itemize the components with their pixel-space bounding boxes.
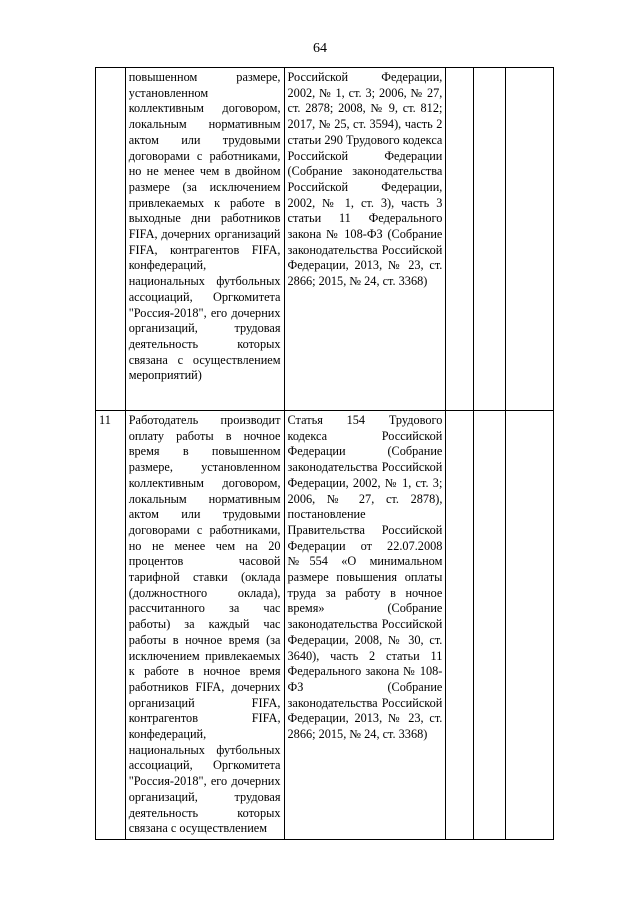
legal-basis: Статья 154 Трудового кодекса Российской Федерации (Собрание законодательства Российской Федерации, 2002, № 1, ст. 3; 2006, № 27, ст. 2878), постановление Правительства Российской Федерации от 22.07.2008 №554 «О минимальном размере повышения оплаты труда за работу в ночное время» (Собрание законодательства Российской Федерации, 2008, № 30, ст. 3640), часть 2 статьи 11 Федерального закона № 108-ФЗ (Собрание законодательства Российской Федерации, 2013, № 23, ст. 2866; 2015, № 24, ст. 3368) — [287, 413, 443, 742]
row-number-cell: 11 — [96, 411, 126, 840]
empty-cell — [505, 411, 553, 840]
legal-basis-cell — [284, 411, 446, 840]
empty-cell — [446, 68, 474, 411]
requirement-description: повышенном размере, установленном коллективным договором, локальным нормативным актом или трудовыми договорами с работниками, но не менее чем в двойном размере (за исключением привлекаемых к работе в выходные дни работников FIFA, дочерних организаций FIFA, контрагентов FIFA, конфедераций, национальных футбольных ассоциаций, Оргкомитета "Россия-2018", его дочерних организаций, трудовая деятельность которых связана с осуществлением мероприятий) — [128, 70, 281, 383]
empty-cell — [505, 68, 553, 411]
legal-basis-cell — [284, 68, 446, 411]
requirements-table — [95, 67, 554, 840]
page-number: 64 — [313, 41, 327, 56]
empty-cell — [446, 411, 474, 840]
requirement-description-cell — [125, 411, 284, 840]
empty-cell — [474, 68, 506, 411]
table-row — [96, 411, 554, 840]
requirement-description: Работодатель производит оплату работы в ночное время в повышенном размере, установленном коллективным договором, локальным нормативным актом или трудовыми договорами с работниками, но не менее чем на 20 процентов часовой тарифной ставки (оклада (должностного оклада), рассчитанного за час работы) за каждый час работы в ночное время (за исключением привлекаемых к работе в ночное время работников FIFA, дочерних организаций FIFA, контрагентов FIFA, конфедераций, национальных футбольных ассоциаций, Оргкомитета "Россия-2018", его дочерних организаций, трудовая деятельность которых связана с осуществлением — [128, 413, 281, 836]
requirement-description-cell — [125, 68, 284, 411]
row-number-cell — [96, 68, 126, 411]
table-row — [96, 68, 554, 411]
legal-basis: Российской Федерации, 2002, № 1, ст. 3; 2006, № 27, ст. 2878; 2008, № 9, ст. 812; 2017, № 25, ст. 3594), часть 2 статьи 290 Трудового кодекса Российской Федерации (Собрание законодательства Российской Федерации, 2002, № 1, ст. 3), часть 3 статьи 11 Федерального закона № 108-ФЗ (Собрание законодательства Российской Федерации, 2013, № 23, ст. 2866; 2015, № 24, ст. 3368) — [287, 70, 443, 289]
empty-cell — [474, 411, 506, 840]
